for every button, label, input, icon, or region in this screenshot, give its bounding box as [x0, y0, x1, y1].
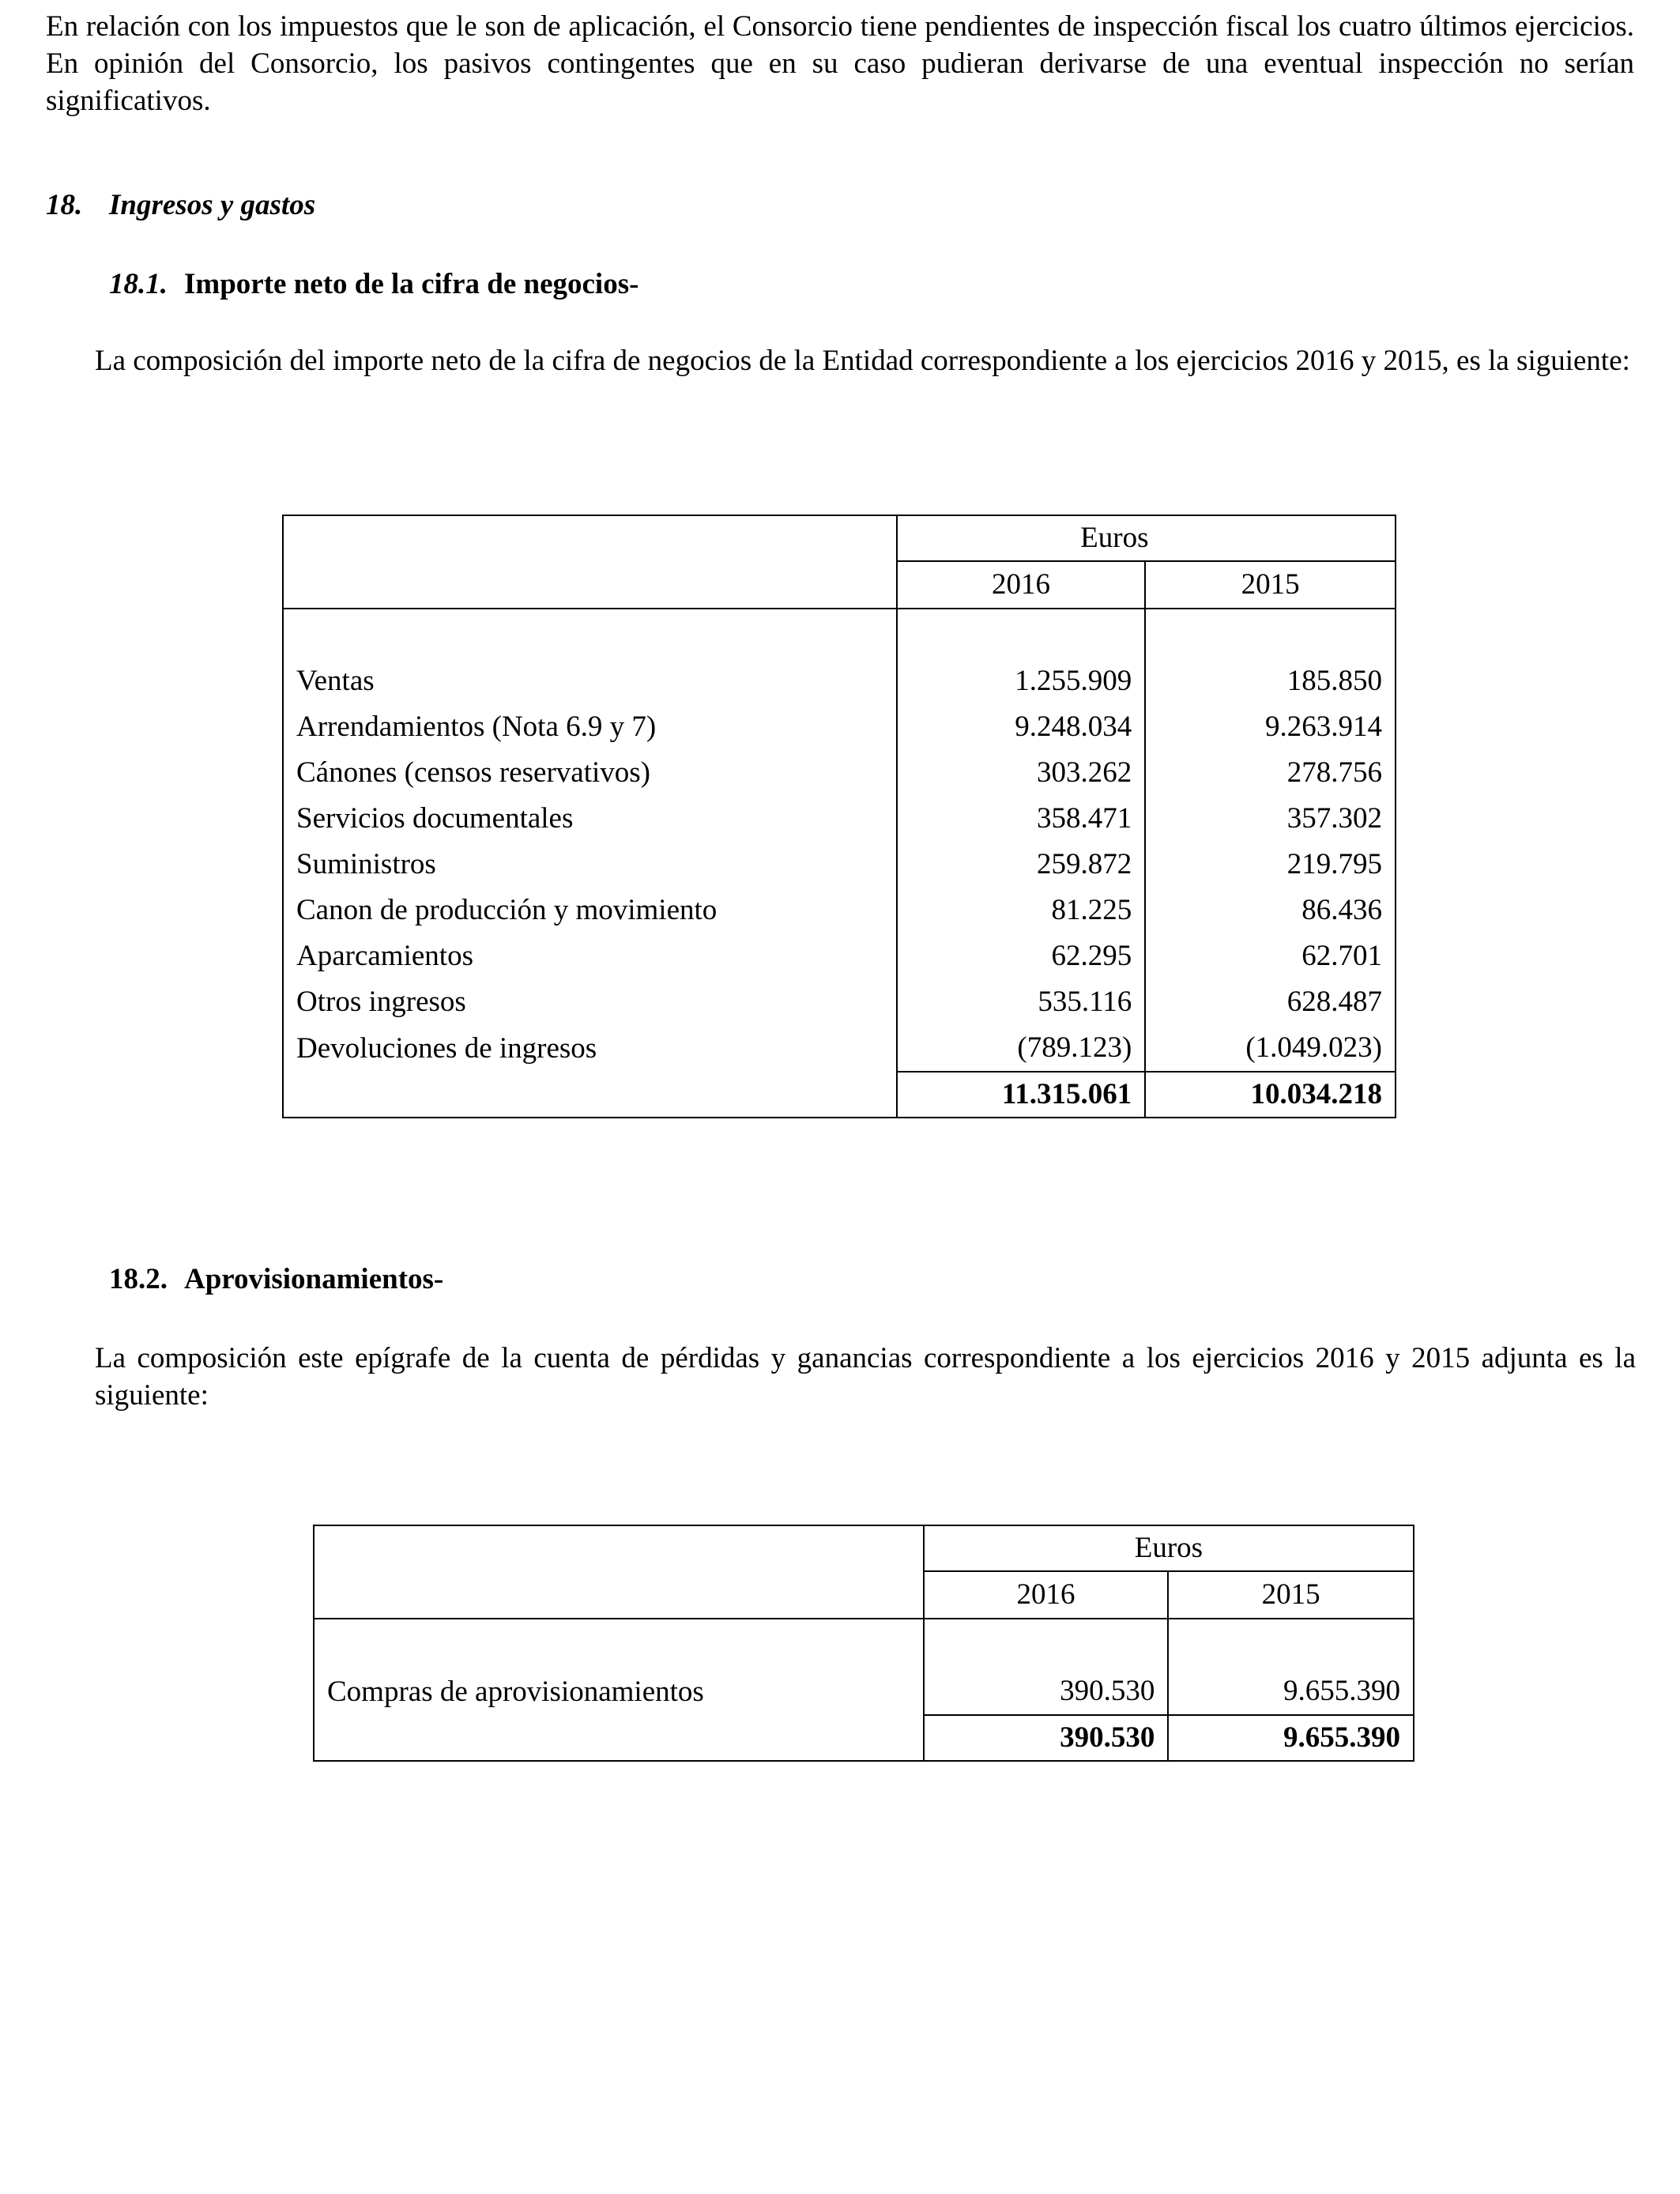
revenue-value-2016: 62.295 — [897, 933, 1146, 979]
revenue-value-2015: 278.756 — [1145, 750, 1396, 796]
revenue-value-2016: 358.471 — [897, 796, 1146, 842]
revenue-value-2015: 185.850 — [1145, 658, 1396, 704]
supplies-table-body — [314, 1668, 1414, 1715]
revenue-label: Ventas — [283, 658, 897, 704]
revenue-row — [283, 658, 1396, 704]
revenue-value-2016: (789.123) — [897, 1025, 1146, 1072]
supplies-table-currency-row — [314, 1525, 1414, 1571]
revenue-label: Servicios documentales — [283, 796, 897, 842]
supplies-row — [314, 1668, 1414, 1715]
supplies-value-2015: 9.655.390 — [1168, 1668, 1414, 1715]
intro-paragraph: En relación con los impuestos que le son de aplicación, el Consorcio tiene pendientes de inspección fiscal los cuatro últimos ejercicios. En opinión del Consorcio, los pasivos contingentes que en su caso pudieran derivarse de una eventual inspección no serían significativos. — [46, 10, 1634, 117]
revenue-table-body — [283, 658, 1396, 1072]
revenue-table-currency-row — [283, 515, 1396, 561]
revenue-label: Cánones (censos reservativos) — [283, 750, 897, 796]
section-18-2-number: 18.2. — [109, 1263, 168, 1295]
section-18-2-heading — [109, 1262, 443, 1296]
revenue-table-currency-header: Euros — [1080, 522, 1149, 554]
section-18-heading — [46, 188, 315, 222]
revenue-value-2015: 219.795 — [1145, 842, 1396, 888]
supplies-table-year-2015: 2015 — [1168, 1571, 1414, 1619]
supplies-table-year-2016: 2016 — [924, 1571, 1169, 1619]
supplies-total-2015: 9.655.390 — [1168, 1715, 1414, 1761]
revenue-value-2015: 62.701 — [1145, 933, 1396, 979]
supplies-table-total-row — [314, 1715, 1414, 1761]
revenue-value-2015: 9.263.914 — [1145, 704, 1396, 750]
revenue-label: Devoluciones de ingresos — [283, 1025, 897, 1072]
revenue-table-year-2016: 2016 — [897, 561, 1146, 609]
revenue-total-2015: 10.034.218 — [1145, 1072, 1396, 1118]
revenue-total-2016: 11.315.061 — [897, 1072, 1146, 1118]
supplies-total-2016: 390.530 — [924, 1715, 1169, 1761]
revenue-row — [283, 796, 1396, 842]
revenue-value-2016: 303.262 — [897, 750, 1146, 796]
section-18-1-paragraph: La composición del importe neto de la cifra de negocios de la Entidad correspondiente a los ejercicios 2016 y 2015, es la siguiente: — [95, 345, 1630, 377]
revenue-row — [283, 888, 1396, 933]
supplies-value-2016: 390.530 — [924, 1668, 1169, 1715]
supplies-table-currency-header: Euros — [1134, 1532, 1203, 1564]
revenue-label: Aparcamientos — [283, 933, 897, 979]
supplies-label: Compras de aprovisionamientos — [314, 1668, 924, 1715]
revenue-value-2016: 9.248.034 — [897, 704, 1146, 750]
section-18-title: Ingresos y gastos — [109, 189, 316, 221]
revenue-row — [283, 704, 1396, 750]
revenue-table-total-row — [283, 1072, 1396, 1118]
revenue-label: Otros ingresos — [283, 979, 897, 1025]
revenue-row — [283, 1025, 1396, 1072]
revenue-row — [283, 842, 1396, 888]
revenue-table — [282, 515, 1396, 1118]
revenue-value-2016: 259.872 — [897, 842, 1146, 888]
revenue-table-year-2015: 2015 — [1145, 561, 1396, 609]
revenue-row — [283, 979, 1396, 1025]
revenue-label: Arrendamientos (Nota 6.9 y 7) — [283, 704, 897, 750]
revenue-value-2016: 535.116 — [897, 979, 1146, 1025]
revenue-label: Canon de producción y movimiento — [283, 888, 897, 933]
revenue-label: Suministros — [283, 842, 897, 888]
revenue-value-2015: (1.049.023) — [1145, 1025, 1396, 1072]
revenue-value-2015: 86.436 — [1145, 888, 1396, 933]
section-18-1-title: Importe neto de la cifra de negocios- — [184, 268, 639, 300]
section-18-1-heading — [109, 267, 638, 301]
revenue-row — [283, 750, 1396, 796]
revenue-value-2015: 628.487 — [1145, 979, 1396, 1025]
section-18-number: 18. — [46, 189, 83, 221]
revenue-value-2016: 81.225 — [897, 888, 1146, 933]
section-18-1-number: 18.1. — [109, 268, 168, 300]
section-18-2-paragraph: La composición este epígrafe de la cuenta de pérdidas y ganancias correspondiente a los ejercicios 2016 y 2015 adjunta es la siguiente: — [95, 1342, 1636, 1412]
supplies-table — [313, 1525, 1414, 1762]
revenue-value-2016: 1.255.909 — [897, 658, 1146, 704]
revenue-value-2015: 357.302 — [1145, 796, 1396, 842]
revenue-row — [283, 933, 1396, 979]
section-18-2-title: Aprovisionamientos- — [184, 1263, 444, 1295]
